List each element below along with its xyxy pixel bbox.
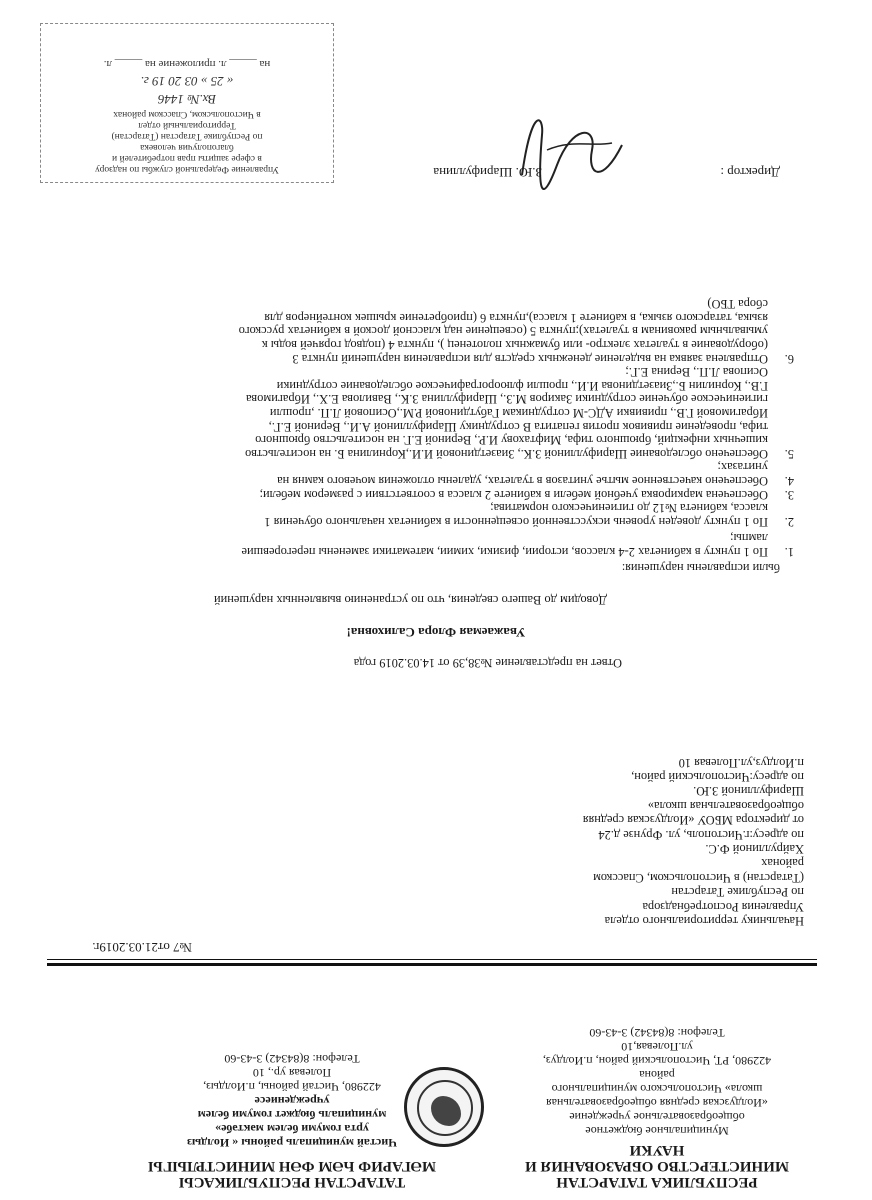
addressee-line: от директора МБОУ «Иолдузская средняя [582, 813, 804, 828]
document-number: №7 от21.03.2019г. [92, 940, 192, 955]
stamp-attachment: на _____ л. приложение на _____ л. [103, 58, 271, 70]
header-right-line: школа» Чистопольского муниципального [551, 1082, 763, 1096]
stamp-line: благополучия человека [140, 142, 234, 152]
intro-text-2: были исправлены нарушения: [621, 561, 780, 575]
addressee-block [504, 755, 804, 928]
addressee-line: Шарифуллиной З.Ю. [693, 784, 804, 799]
list-item: 6. Отправлена заявка на выделение денежных средств для исправления нарушений пункта 3 (оборудование в туалетах электро- или бумажных полотенец ), пункта 4 (подвод горячей воды к умывальным раковинам в туалетах);пункта 5 (освещение над классной доской в кабинетах русского языка, татарского языка, в кабинете 1 класса),пункта 6 (приобретение крышек контейнеров для сбора ТБО) [238, 297, 794, 366]
salutation: Уважаемая Флора Салиховна! [346, 625, 526, 640]
reply-reference: Ответ на представление №38,39 от 14.03.2019 года [353, 656, 622, 670]
header-right-line: Муниципальное бюджетное [585, 1124, 729, 1138]
header-left-title-1: ТАТАРСТАН РЕСПУБЛИКАСЫ [178, 1174, 406, 1190]
list-item: 2. По 1 пункту доведен уровень искусственной освещенности в кабинетах начального обучения 1 класса, кабинета №12 до гигиенического норматива; [264, 501, 794, 529]
header-left-title-2: МӘГАРИФ ҺӘМ ФӘН МИНИСТРЛЫГЫ [148, 1158, 436, 1174]
header-divider-thick [47, 963, 817, 966]
header-left-line: урта гомуми белем мәктәбе» [215, 1122, 369, 1136]
addressee-line: общеобразовательная школа» [647, 798, 804, 813]
header-right-line: ул.Полевая,10 [621, 1040, 693, 1054]
violations-list [39, 297, 794, 558]
stamp-date: « 25 » 03 20 19 г. [140, 74, 234, 89]
list-item: 4. Обеспечено качественное мытье унитазов в туалетах, удалены отложения мочевого камня на унитазах; [277, 460, 794, 489]
stamp-incoming-number: Вх.№ 1446 [157, 92, 217, 107]
signature-role: Директор : [720, 165, 780, 180]
list-item: 5. Обеспечено обследование Шарифуллиной З.К., Зиазетдиновой И.И.,Корнилина Б. на носительство кишечных инфекций, брюшного тифа, Мифтахову И.Р., Вериной Е.Г. на носительство брюшного тифа, проведение прививок против гепатита В сотруднику Шарифуллиной А.И., Вериной Е.Г., Ибрагимовой Г.В., прививки АДС-М сотрудникам Габутдиновой Р.М.,Осиповой Л.П. ,прошли гигиеническое обучение сотрудники Закиров М.З., Шарифуллина З.К., Вавилова Е.Х., Ибрагимова Г.В., Корнилин Б.,Зиазетдинова И.И., прошли флюорографическое обследование сотрудники Осипова Л.П., Верина Е.Г.; [245, 365, 794, 461]
addressee-line: Начальнику территориального отдела [604, 914, 804, 928]
registration-stamp [40, 23, 334, 183]
stamp-line: в сфере защиты прав потребителей и [112, 153, 262, 163]
stamp-line: Территориальный отдел [138, 120, 236, 130]
header-right-line: 422980, РТ, Чистопольский район, п.Иолдуз, [542, 1054, 772, 1068]
header-right [492, 1026, 822, 1190]
addressee-line: (Татарстан) в Чистопольском, Спасском [593, 870, 804, 885]
stamp-line: в Чистопольском, Спасском районах [113, 109, 261, 119]
addressee-line: по адресу:г.Чистополь, ул. Фрунзе д.24 [598, 827, 804, 842]
stamp-line: по Республике Татарстан (Татарстан) [111, 131, 263, 141]
header-left-line: учреждениесе [254, 1094, 330, 1108]
addressee-line: по адресу:Чистопольский район, [631, 769, 804, 784]
addressee-line: по Республике Татарстан [671, 885, 804, 900]
header-divider-thin [47, 959, 817, 960]
coat-of-arms-emblem [404, 1067, 484, 1147]
header-right-line: общеобразовательное учреждение [569, 1110, 745, 1124]
list-item: 3. Обеспечена маркировка учебной мебели в кабинете 2 класса в соответствии с размером мебели; [259, 487, 794, 502]
header-left-line: Телефон: 8(84342) 3-43-60 [224, 1052, 360, 1066]
addressee-line: Управления Роспотребнадзора [642, 899, 804, 914]
header-left [142, 1052, 442, 1190]
header-left-line: Полевая ур., 10 [252, 1066, 332, 1080]
header-right-line: «Иолдузская средняя общеобразовательная [546, 1096, 768, 1110]
header-left-line: Чистай муниципаль районы « Иолдыз [187, 1136, 397, 1150]
addressee-line: п.Иолдуз,ул.Полевая 10 [678, 755, 804, 770]
header-right-title-1: РЕСПУБЛИКА ТАТАРСТАН [556, 1174, 758, 1190]
addressee-line: Хайруллиной Ф.С. [705, 841, 804, 856]
handwritten-signature [512, 95, 632, 205]
header-left-line: муниципаль бюджет гомуми белем [197, 1108, 387, 1122]
signature-name: З.Ю. Шарифуллина [433, 165, 542, 180]
addressee-line: районах [761, 856, 804, 871]
list-item: 1. По 1 пункту в кабинетах 2-4 классов, истории, физики, химии, математики заменены перегоревшие лампы; [241, 531, 794, 559]
header-right-line: района [639, 1068, 675, 1082]
stamp-line: Управление Федеральной службы по надзору [95, 164, 279, 174]
header-right-title-2: МИНИСТЕРСТВО ОБРАЗОВАНИЯ И [525, 1158, 789, 1174]
header-right-line: Телефон: 8(84342) 3-43-60 [589, 1026, 725, 1040]
header-right-title-3: НАУКИ [629, 1142, 685, 1158]
intro-text: Доводим до Вашего сведения, что по устранению выявленных нарушений [214, 593, 607, 607]
header-left-line: 422980, Чистай районы, п.Иолдыз, [203, 1080, 381, 1094]
